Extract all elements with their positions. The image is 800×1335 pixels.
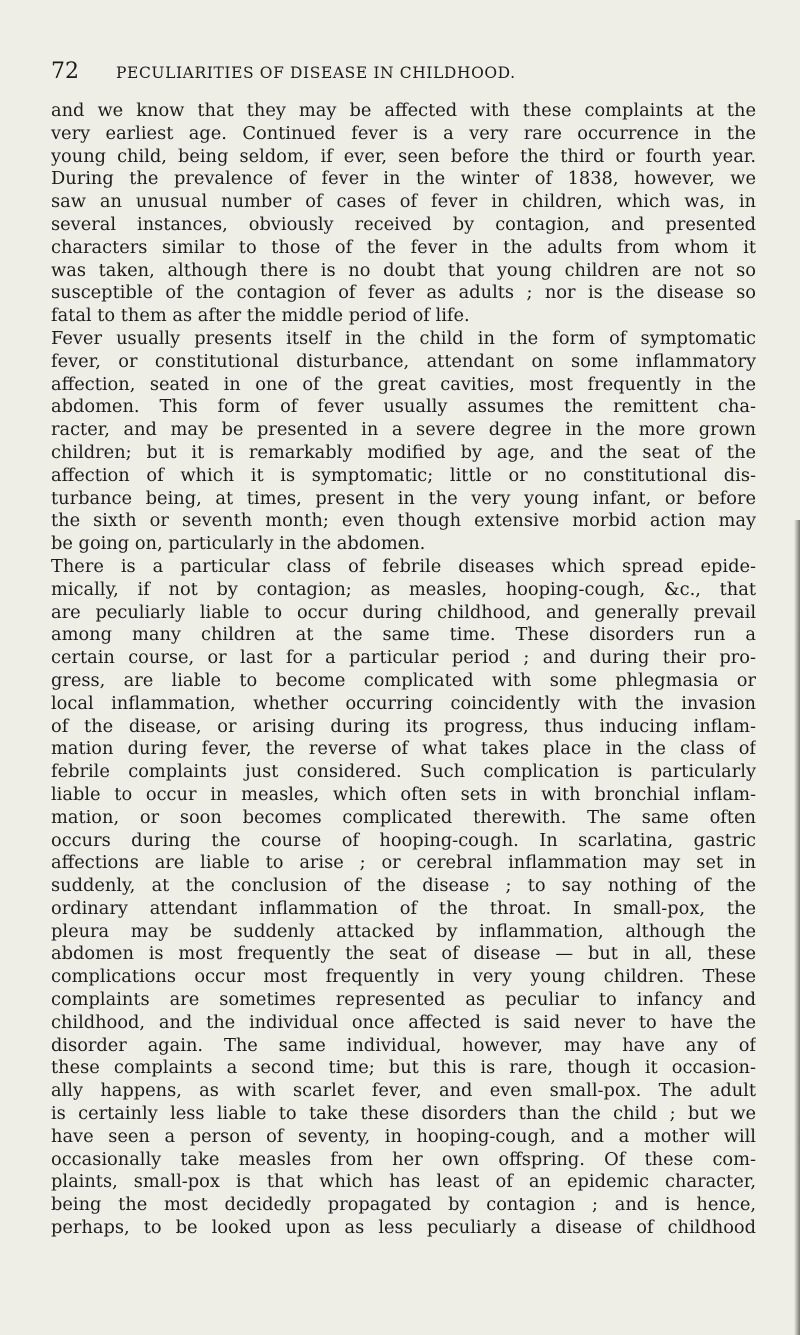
text-line: perhaps, to be looked upon as less peculiarly a disease of childhood <box>51 1217 756 1239</box>
text-line: fatal to them as after the middle period of life. <box>51 305 470 327</box>
text-line: among many children at the same time. These disorders run a <box>51 624 756 646</box>
text-line: affection, seated in one of the great cavities, most frequently in the <box>51 373 756 395</box>
body-text <box>51 100 756 1240</box>
text-line: being the most decidedly propagated by contagion ; and is hence, <box>51 1194 756 1216</box>
text-line: pleura may be suddenly attacked by inflammation, although the <box>51 920 756 942</box>
page-number: 72 <box>51 59 79 84</box>
text-line: of the disease, or arising during its progress, thus inducing inflam- <box>51 715 756 737</box>
text-line: characters similar to those of the fever in the adults from whom it <box>51 236 756 258</box>
text-line: abdomen is most frequently the seat of disease — but in all, these <box>51 943 756 965</box>
text-line: have seen a person of seventy, in hooping-cough, and a mother will <box>51 1125 756 1147</box>
text-line: be going on, particularly in the abdomen. <box>51 533 426 555</box>
text-line: disorder again. The same individual, however, may have any of <box>51 1034 756 1056</box>
text-line: occurs during the course of hooping-cough. In scarlatina, gastric <box>51 829 756 851</box>
text-line: liable to occur in measles, which often sets in with bronchial inflam- <box>51 783 756 805</box>
text-line: saw an unusual number of cases of fever in children, which was, in <box>51 191 756 213</box>
text-line: plaints, small-pox is that which has least of an epidemic character, <box>51 1171 756 1193</box>
text-line: febrile complaints just considered. Such complication is particularly <box>51 761 756 783</box>
text-line: local inflammation, whether occurring coincidently with the invasion <box>51 692 756 714</box>
text-line: very earliest age. Continued fever is a very rare occurrence in the <box>51 122 756 144</box>
text-line: affection of which it is symptomatic; little or no constitutional dis- <box>51 464 756 486</box>
page-edge-shadow <box>794 520 800 1335</box>
text-line: racter, and may be presented in a severe degree in the more grown <box>51 419 756 441</box>
text-line: complaints are sometimes represented as peculiar to infancy and <box>51 989 756 1011</box>
text-line: gress, are liable to become complicated with some phlegmasia or <box>51 669 756 691</box>
text-line: suddenly, at the conclusion of the disease ; to say nothing of the <box>51 875 756 897</box>
text-line: mically, if not by contagion; as measles, hooping-cough, &c., that <box>51 578 756 600</box>
text-line: was taken, although there is no doubt that young children are not so <box>51 259 756 281</box>
running-title: PECULIARITIES OF DISEASE IN CHILDHOOD. <box>116 64 516 82</box>
text-line: young child, being seldom, if ever, seen before the third or fourth year. <box>51 145 756 167</box>
text-line: turbance being, at times, present in the very young infant, or before <box>51 487 756 509</box>
text-line: these complaints a second time; but this is rare, though it occasion- <box>51 1057 756 1079</box>
text-line: occasionally take measles from her own offspring. Of these com- <box>51 1148 756 1170</box>
running-head <box>51 57 751 87</box>
text-line: complications occur most frequently in very young children. These <box>51 966 756 988</box>
text-line: Fever usually presents itself in the child in the form of symptomatic <box>51 327 756 349</box>
text-line: abdomen. This form of fever usually assumes the remittent cha- <box>51 396 756 418</box>
text-line: fever, or constitutional disturbance, attendant on some inflammatory <box>51 350 756 372</box>
text-line: During the prevalence of fever in the winter of 1838, however, we <box>51 168 756 190</box>
text-line: susceptible of the contagion of fever as adults ; nor is the disease so <box>51 282 756 304</box>
text-line: several instances, obviously received by contagion, and presented <box>51 213 756 235</box>
text-line: mation, or soon becomes complicated therewith. The same often <box>51 806 756 828</box>
text-line: the sixth or seventh month; even though extensive morbid action may <box>51 510 756 532</box>
text-line: certain course, or last for a particular period ; and during their pro- <box>51 647 756 669</box>
text-line: childhood, and the individual once affected is said never to have the <box>51 1011 756 1033</box>
text-line: children; but it is remarkably modified by age, and the seat of the <box>51 441 756 463</box>
text-line: are peculiarly liable to occur during childhood, and generally prevail <box>51 601 756 623</box>
text-line: There is a particular class of febrile diseases which spread epide- <box>51 555 756 577</box>
text-line: and we know that they may be affected with these complaints at the <box>51 100 756 121</box>
text-line: is certainly less liable to take these disorders than the child ; but we <box>51 1103 756 1125</box>
text-line: affections are liable to arise ; or cerebral inflammation may set in <box>51 852 756 874</box>
text-line: mation during fever, the reverse of what takes place in the class of <box>51 738 756 760</box>
text-line: ordinary attendant inflammation of the throat. In small-pox, the <box>51 897 756 919</box>
text-line: ally happens, as with scarlet fever, and even small-pox. The adult <box>51 1080 756 1102</box>
